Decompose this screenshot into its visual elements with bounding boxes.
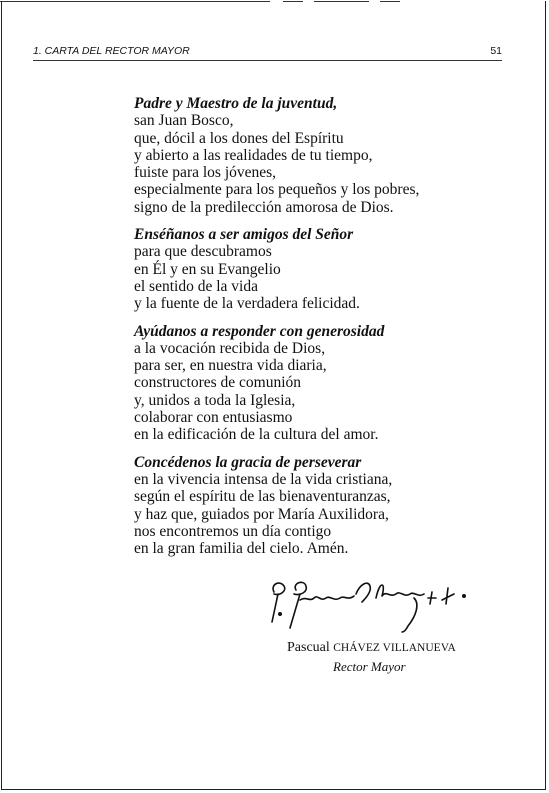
poem-line: y, unidos a toda la Iglesia, xyxy=(134,391,296,409)
stanza-heading: Ayúdanos a responder con generosidad xyxy=(134,322,385,340)
signatory-first-name: Pascual xyxy=(287,640,334,655)
poem-line: y la fuente de la verdadera felicidad. xyxy=(134,295,360,313)
signatory-role: Rector Mayor xyxy=(333,659,406,674)
chapter-title: 1. CARTA DEL RECTOR MAYOR xyxy=(33,45,190,57)
poem-line: en Él y en su Evangelio xyxy=(134,260,281,278)
poem-line: especialmente para los pequeños y los pobres, xyxy=(134,181,420,199)
poem-line: según el espíritu de las bienaventuranzas, xyxy=(134,488,391,506)
poem-line: nos encontremos un día contigo xyxy=(134,522,332,540)
top-rule-short-2 xyxy=(314,1,369,2)
top-rule-short-1 xyxy=(283,1,303,2)
stanza-4 xyxy=(134,454,494,558)
poem-line: san Juan Bosco, xyxy=(134,112,234,130)
top-rule-short-3 xyxy=(380,1,400,2)
poem-line: y haz que, guiados por María Auxilidora, xyxy=(134,505,389,523)
stanza-1 xyxy=(134,95,494,216)
poem-line: para que descubramos xyxy=(134,243,272,261)
top-rule xyxy=(0,1,270,2)
running-header xyxy=(33,42,502,61)
poem-line: y abierto a las realidades de tu tiempo, xyxy=(134,146,373,164)
poem-line: colaborar con entusiasmo xyxy=(134,409,293,427)
poem-line: el sentido de la vida xyxy=(134,277,258,295)
handwritten-signature xyxy=(264,576,484,640)
poem-line: en la vivencia intensa de la vida cristiana, xyxy=(134,470,393,488)
page-number: 51 xyxy=(490,45,502,57)
poem-line: que, dócil a los dones del Espíritu xyxy=(134,129,344,147)
stanza-heading: Enséñanos a ser amigos del Señor xyxy=(134,226,354,244)
poem-line: en la gran familia del cielo. Amén. xyxy=(134,540,349,558)
stanza-heading: Concédenos la gracia de perseverar xyxy=(134,453,362,471)
signatory-name xyxy=(287,640,456,656)
stanza-heading: Padre y Maestro de la juventud, xyxy=(134,95,338,112)
signatory-surname: CHÁVEZ VILLANUEVA xyxy=(333,642,456,654)
poem-line: fuiste para los jóvenes, xyxy=(134,164,277,182)
poem-line: constructores de comunión xyxy=(134,374,302,392)
poem-line: a la vocación recibida de Dios, xyxy=(134,339,326,357)
poem-line: en la edificación de la cultura del amor. xyxy=(134,426,379,444)
stanza-3 xyxy=(134,323,494,444)
prayer-text xyxy=(134,95,494,567)
stanza-2 xyxy=(134,226,494,312)
poem-line: para ser, en nuestra vida diaria, xyxy=(134,357,327,375)
poem-line: signo de la predilección amorosa de Dios. xyxy=(134,198,394,216)
